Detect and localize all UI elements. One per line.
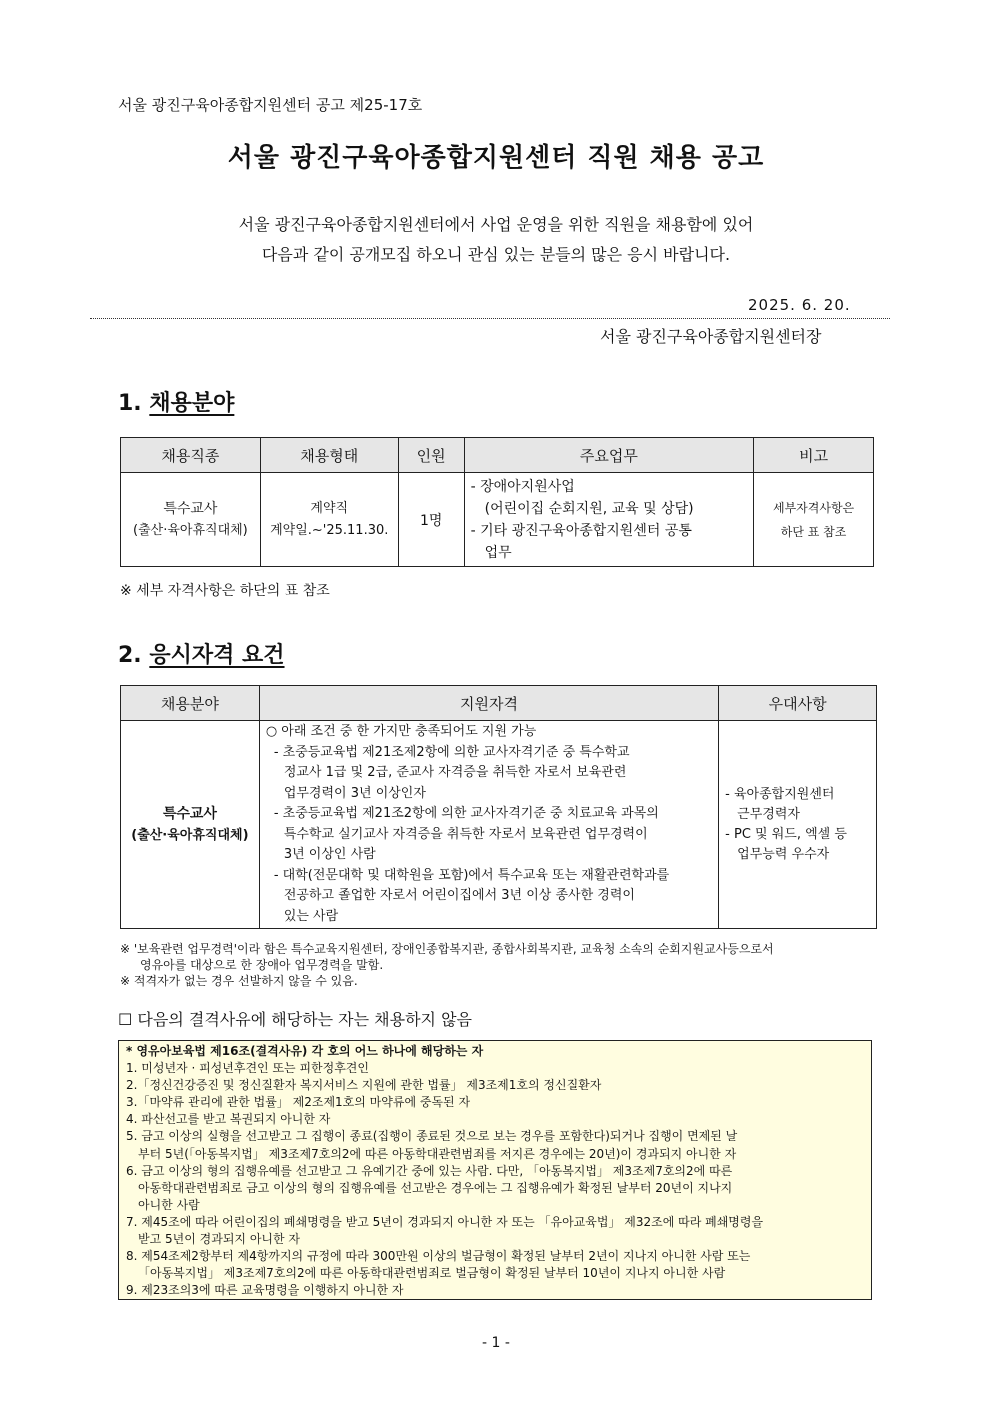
contract-period: 계약일.~'25.11.30. [270,522,389,538]
qual-line: 업무경력이 3년 이상인자 [283,785,426,801]
section-2-title: 응시자격 요건 [149,643,285,668]
disq-line: 4. 파산선고를 받고 복권되지 아니한 자 [126,1112,331,1127]
job-subtitle: (출산·육아휴직대체) [133,522,248,538]
qual-line: - 초중등교육법 제21조2항에 의한 교사자격기준 중 치료교육 과목의 [273,806,659,821]
disq-line: 1. 미성년자 · 피성년후견인 또는 피한정후견인 [126,1061,369,1076]
remark-line: 세부자격사항은 [773,500,855,515]
note-line: ※ 적격자가 없는 경우 선발하지 않을 수 있음. [120,974,358,988]
qual-line: 특수학교 실기교사 자격증을 취득한 자로서 보육관련 업무경력이 [283,826,648,842]
headcount: 1명 [398,473,464,567]
intro-text [0,210,992,270]
field-subtitle: (출산·육아휴직대체) [131,827,249,843]
disq-line: 8. 제54조제2항부터 제4항까지의 규정에 따라 300만원 이상의 벌금형이 확정된 날부터 2년이 지나지 아니한 사람 또는 [126,1249,751,1264]
notice-date: 2025. 6. 20. [748,296,851,314]
section-1-heading [118,386,234,417]
table-header: 인원 [398,438,464,473]
disq-line: 2.「정신건강증진 및 정신질환자 복지서비스 지원에 관한 법률」 제3조제1호의 정신질환자 [126,1078,602,1093]
section-2-number: 2. [118,643,142,668]
intro-line: 다음과 같이 공개모집 하오니 관심 있는 분들의 많은 응시 바랍니다. [261,245,731,264]
remark-cell [754,473,874,567]
table-header: 채용직종 [121,438,261,473]
duties-cell [464,473,754,567]
notice-number: 서울 광진구육아종합지원센터 공고 제25-17호 [118,96,423,114]
disq-line: 9. 제23조의3에 따른 교육명령을 이행하지 아니한 자 [126,1283,404,1298]
disqualification-heading: ☐ 다음의 결격사유에 해당하는 자는 채용하지 않음 [118,1010,472,1029]
field-title: 특수교사 [162,805,217,822]
section-1-number: 1. [118,391,142,416]
disqualification-box [118,1040,872,1300]
disq-line: 「아동복지법」 제3조제7호의2에 따른 아동학대관련범죄로 벌금형이 확정된 날부터 10년이 지나지 아니한 사람 [138,1266,726,1281]
remark-line: 하단 표 참조 [780,524,847,539]
qual-line: - 대학(전문대학 및 대학원을 포함)에서 특수교육 또는 재활관련학과를 [273,867,670,883]
page-number: - 1 - [482,1335,510,1351]
dotted-divider [90,318,890,319]
table-header: 우대사항 [719,686,877,721]
table-header: 채용형태 [260,438,398,473]
pref-line: 업무능력 우수자 [737,846,830,862]
qual-line: - 초중등교육법 제21조제2항에 의한 교사자격기준 중 특수학교 [273,744,630,760]
duty-line: - 장애아지원사업 [470,478,575,495]
page-title: 서울 광진구육아종합지원센터 직원 채용 공고 [227,143,765,173]
table-header: 주요업무 [464,438,754,473]
disq-line: 5. 금고 이상의 실형을 선고받고 그 집행이 종료(집행이 종료된 것으로 보는 경우를 포함한다)되거나 집행이 면제된 날 [126,1129,738,1144]
qual-line: 있는 사람 [283,908,339,924]
pref-line: - 육아종합지원센터 [725,786,835,802]
employment-type: 계약직 [310,500,349,516]
note-line: 영유아를 대상으로 한 장애아 업무경력을 말함. [140,958,384,972]
duty-line: 업무 [484,544,512,561]
disq-line: 3.「마약류 관리에 관한 법률」 제2조제1호의 마약류에 중독된 자 [126,1095,471,1110]
qual-line: 3년 이상인 사람 [283,847,376,862]
qualification-table [120,685,877,929]
section-2-heading [118,638,285,669]
preference-cell [719,721,877,929]
disq-line: 아동학대관련범죄로 금고 이상의 형의 집행유예를 선고받은 경우에는 그 집행유예가 확정된 날부터 20년이 지나지 [138,1180,733,1195]
section-1-note: ※ 세부 자격사항은 하단의 표 참조 [120,583,330,599]
qual-line: 정교사 1급 및 2급, 준교사 자격증을 취득한 자로서 보육관련 [283,765,627,780]
disq-line: * 영유아보육법 제16조(결격사유) 각 호의 어느 하나에 해당하는 자 [126,1044,484,1058]
recruit-field-table [120,437,874,567]
employment-type-cell [260,473,398,567]
job-title: 특수교사 [163,500,218,517]
pref-line: 근무경력자 [737,806,800,822]
intro-line: 서울 광진구육아종합지원센터에서 사업 운영을 위한 직원을 채용함에 있어 [238,215,754,234]
qual-line: 전공하고 졸업한 자로서 어린이집에서 3년 이상 종사한 경력이 [283,888,635,903]
duty-line: - 기타 광진구육아종합지원센터 공통 [470,522,692,539]
qual-line: ○ 아래 조건 중 한 가지만 충족되어도 지원 가능 [265,724,537,739]
issuer: 서울 광진구육아종합지원센터장 [600,327,822,346]
disq-line: 부터 5년(「아동복지법」 제3조제7호의2에 따른 아동학대관련범죄를 저지른 경우에는 20년)이 경과되지 아니한 자 [138,1146,737,1161]
note-line: ※ '보육관련 업무경력'이라 함은 특수교육지원센터, 장애인종합복지관, 종합사회복지관, 교육청 소속의 순회지원교사등으로서 [120,942,774,956]
disq-line: 아니한 사람 [138,1197,200,1212]
disq-line: 받고 5년이 경과되지 아니한 자 [138,1232,300,1247]
disq-line: 6. 금고 이상의 형의 집행유예를 선고받고 그 유예기간 중에 있는 사람. 다만, 「아동복지법」 제3조제7호의2에 따른 [126,1163,733,1178]
table-header: 지원자격 [259,686,718,721]
job-cell [121,473,261,567]
table-header: 비고 [754,438,874,473]
field-cell [121,721,260,929]
pref-line: - PC 및 워드, 엑셀 등 [725,826,847,842]
qualifications-cell [259,721,718,929]
section-1-title: 채용분야 [149,391,235,416]
disq-line: 7. 제45조에 따라 어린이집의 폐쇄명령을 받고 5년이 경과되지 아니한 자 또는 「유아교육법」 제32조에 따라 폐쇄명령을 [126,1214,764,1229]
table-header: 채용분야 [121,686,260,721]
section-2-notes [120,941,774,989]
duty-line: (어린이집 순회지원, 교육 및 상담) [484,500,694,517]
